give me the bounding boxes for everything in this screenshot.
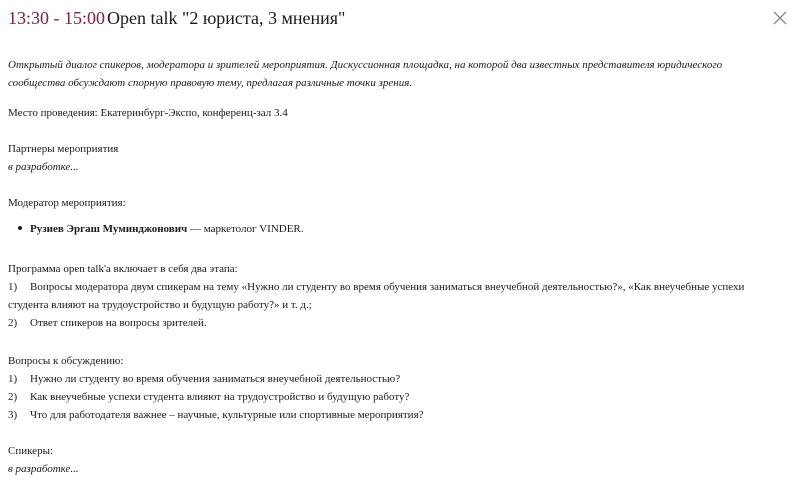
questions-list [8, 370, 774, 424]
venue-label: Место проведения: [8, 107, 98, 119]
partners-value: в разработке... [8, 161, 79, 173]
program-title: Программа open talk'a включает в себя два этапа: [8, 263, 238, 275]
program-list [8, 278, 774, 332]
event-header [8, 8, 800, 34]
partners-title: Партнеры мероприятия [8, 143, 119, 155]
partners-section [8, 140, 774, 176]
speakers-section [8, 442, 774, 478]
list-item: 3) Что для работодателя важнее – научные, культурные или спортивные мероприятия? [8, 409, 424, 421]
moderator-item [8, 220, 774, 238]
bullet-icon [18, 226, 22, 230]
event-time: 13:30 - 15:00 [8, 8, 105, 28]
questions-section [8, 352, 774, 424]
list-item: 2) Как внеучебные успехи студента влияют на трудоустройство и будущую работу? [8, 391, 410, 403]
speakers-value: в разработке... [8, 463, 79, 475]
event-content [8, 56, 800, 478]
questions-title: Вопросы к обсуждению: [8, 355, 124, 367]
moderator-role: — маркетолог VINDER. [187, 223, 304, 235]
moderator-title: Модератор мероприятия: [8, 197, 126, 209]
moderator-section [8, 194, 774, 238]
speakers-title: Спикеры: [8, 445, 54, 457]
list-item: 1) Вопросы модератора двум спикерам на тему «Нужно ли студенту во время обучения заниматься внеучебной деятельностью?», «Как внеучебные успехи студента влияют на трудоустройство и будущую работу?» и т. д.; [8, 281, 745, 311]
close-button[interactable] [772, 10, 788, 26]
close-icon [772, 10, 788, 26]
event-description: Открытый диалог спикеров, модератора и зрителей мероприятия. Дискуссионная площадка, на которой два известных представителя юридического сообщества обсуждают спорную правовую тему, предлагая различные точки зрения. [8, 59, 723, 89]
list-item: 1) Нужно ли студенту во время обучения заниматься внеучебной деятельностью? [8, 373, 401, 385]
list-item: 2) Ответ спикеров на вопросы зрителей. [8, 317, 207, 329]
program-section [8, 260, 774, 332]
event-title: Open talk "2 юриста, 3 мнения" [107, 8, 346, 28]
venue-line [8, 104, 774, 122]
moderator-name: Рузиев Эргаш Муминджонович [30, 223, 188, 235]
venue-value: Екатеринбург-Экспо, конференц-зал 3.4 [97, 107, 288, 119]
